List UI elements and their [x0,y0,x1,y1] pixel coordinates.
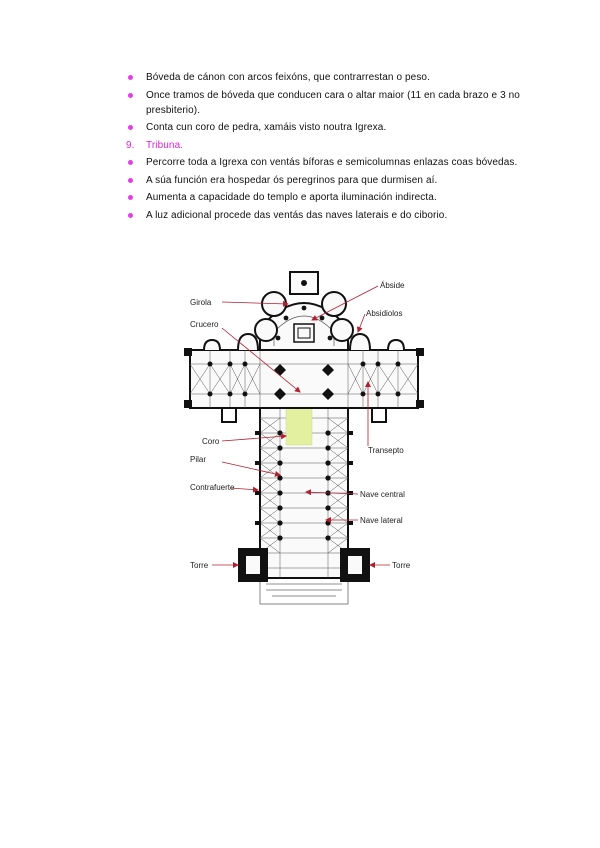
list-item-numbered [126,138,556,153]
list-item-text: A luz adicional procede das ventás das naves laterais e do ciborio. [146,209,448,221]
list-item-text: Conta cun coro de pedra, xamáis visto noutra Igrexa. [146,122,387,133]
bullet-icon [128,160,133,165]
bullet-icon [128,178,133,183]
list-item [126,208,556,223]
list-number: 9. [126,139,135,151]
label-pilar: Pilar [190,455,207,464]
label-crucero: Crucero [190,320,219,329]
list-item [126,120,556,135]
label-torre-right: Torre [392,561,411,570]
label-girola: Girola [190,298,212,307]
label-torre-left: Torre [190,561,209,570]
list-item [126,70,556,85]
label-abside: Ábside [380,281,405,290]
bullet-icon [128,125,133,130]
label-coro: Coro [202,437,220,446]
label-absidiolos: Absidiolos [366,309,403,318]
list-item [126,173,556,188]
bullet-icon [128,93,133,98]
list-item [126,155,556,170]
label-contrafuerte: Contrafuerte [190,483,235,492]
list-item [126,88,556,118]
list-item-text: Aumenta a capacidade do templo e aporta iluminación indirecta. [146,192,437,203]
bullet-icon [128,213,133,218]
bullet-icon [128,75,133,80]
list-item-text: Once tramos de bóveda que conducen cara o altar maior (11 en cada brazo e 3 no presbiterio). [146,89,520,116]
list-item-text: Tribuna. [146,139,184,151]
list-item [126,190,556,205]
bullet-list [126,70,556,225]
coro-area [286,404,312,445]
list-item-text: Percorre toda a Igrexa con ventás bíforas e semicolumnas enlazas coas bóvedas. [146,157,518,168]
list-item-text: Bóveda de cánon con arcos feixóns, que contrarrestan o peso. [146,72,430,83]
cathedral-floor-plan [182,268,432,628]
label-nave-lateral: Nave lateral [360,516,403,525]
label-transepto: Transepto [368,446,404,455]
label-nave-central: Nave central [360,490,405,499]
list-item-text: A súa función era hospedar ós peregrinos para que durmisen aí. [146,174,438,186]
portico [260,578,348,604]
bullet-icon [128,195,133,200]
